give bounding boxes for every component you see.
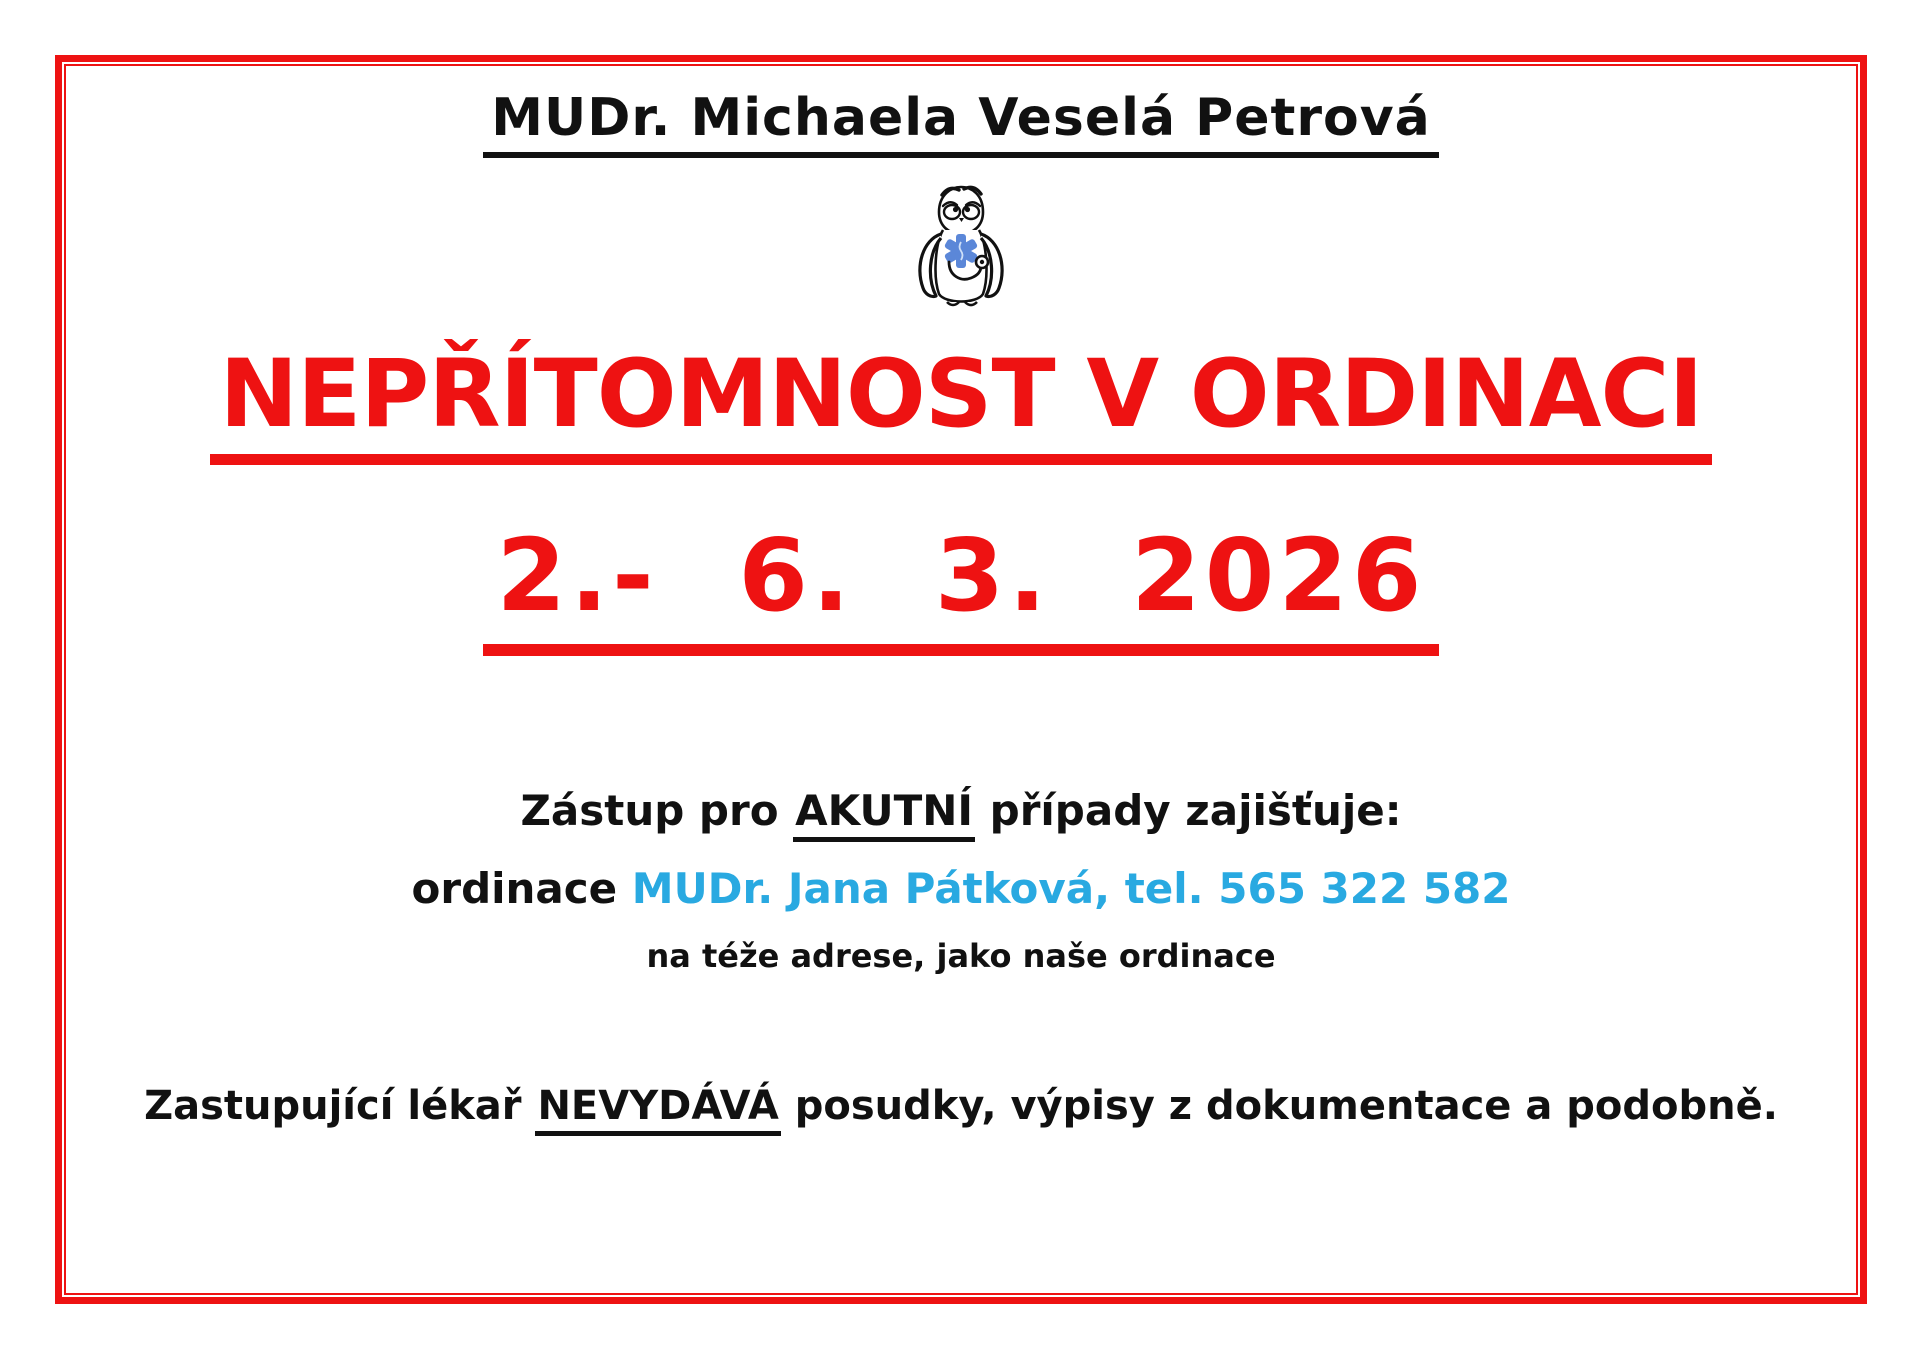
substitute-line-1 <box>66 786 1856 842</box>
disclaimer-line <box>66 1083 1856 1136</box>
doctor-name-text: MUDr. Michaela Veselá Petrová <box>483 88 1439 158</box>
clinic-logo <box>66 182 1856 310</box>
substitute-line1-suffix: případy zajišťuje: <box>975 786 1402 835</box>
absence-title <box>66 340 1856 465</box>
disclaimer-emphasis: NEVYDÁVÁ <box>535 1083 780 1136</box>
absence-date-text: 2.- 6. 3. 2026 <box>483 517 1440 656</box>
disclaimer-suffix: posudky, výpisy z dokumentace a podobně. <box>780 1083 1778 1129</box>
absence-title-text: NEPŘÍTOMNOST V ORDINACI <box>210 348 1713 465</box>
substitute-address-note: na téže adrese, jako naše ordinace <box>646 937 1276 975</box>
substitute-contact-name-phone: MUDr. Jana Pátková, tel. 565 322 582 <box>631 864 1511 913</box>
notice-content <box>66 64 1856 1295</box>
substitute-line1-prefix: Zástup pro <box>520 786 794 835</box>
substitute-line-2 <box>66 864 1856 913</box>
absence-date-range <box>66 517 1856 656</box>
substitute-info <box>66 786 1856 975</box>
substitute-line2-prefix: ordinace <box>411 864 632 913</box>
disclaimer-prefix: Zastupující lékař <box>144 1083 536 1129</box>
substitute-line1-emphasis: AKUTNÍ <box>793 786 975 842</box>
penguin-doctor-icon <box>909 182 1013 310</box>
doctor-name-heading <box>66 88 1856 158</box>
